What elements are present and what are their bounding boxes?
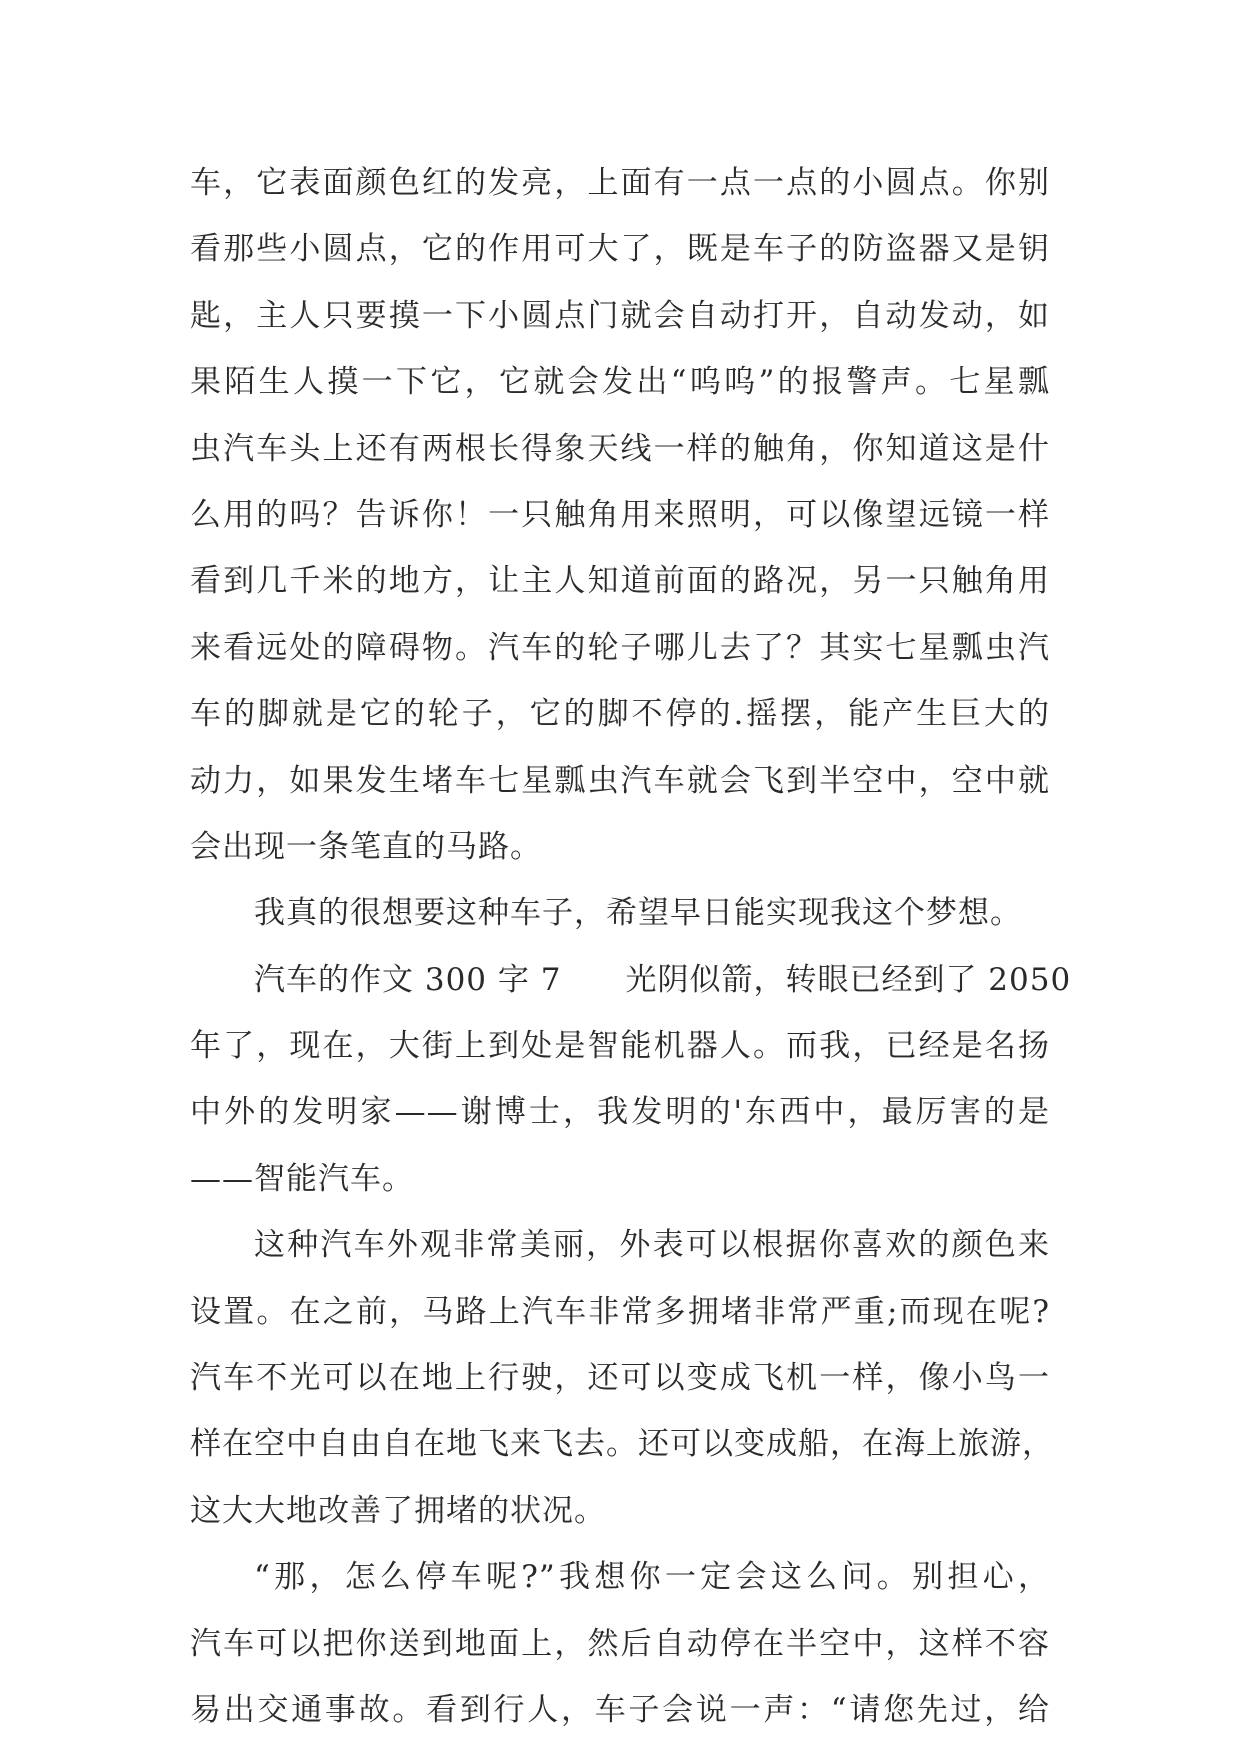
text-line: 汽车的作文 300 字 7 光阴似箭，转眼已经到了 2050 [254,961,1072,998]
document-body [190,150,1072,1743]
text-line: 会出现一条笔直的马路。 [190,828,542,865]
text-line: 看到几千米的地方，让主人知道前面的路况，另一只触角用 [190,563,1050,600]
text-line: 果陌生人摸一下它，它就会发出“呜呜”的报警声。七星瓢 [190,364,1050,401]
text-line: 汽车不光可以在地上行驶，还可以变成飞机一样，像小鸟一 [190,1360,1050,1397]
text-line: 看那些小圆点，它的作用可大了，既是车子的防盗器又是钥 [190,231,1050,268]
text-line: 来看远处的障碍物。汽车的轮子哪儿去了？其实七星瓢虫汽 [190,629,1050,666]
text-line: 中外的发明家——谢博士，我发明的'东西中，最厉害的是 [190,1094,1050,1131]
text-line: 年了，现在，大街上到处是智能机器人。而我，已经是名扬 [190,1028,1050,1065]
text-line: 车，它表面颜色红的发亮，上面有一点一点的小圆点。你别 [190,165,1050,201]
text-line: 样在空中自由自在地飞来飞去。还可以变成船，在海上旅游， [190,1426,1054,1463]
text-line: 易出交通事故。看到行人，车子会说一声：“请您先过，给 [190,1691,1050,1728]
text-line: 这种汽车外观非常美丽，外表可以根据你喜欢的颜色来 [254,1227,1050,1264]
text-line: “那，怎么停车呢?”我想你一定会这么问。别担心， [254,1559,1050,1596]
text-line: ——智能汽车。 [190,1160,414,1197]
text-line: 么用的吗？告诉你！一只触角用来照明，可以像望远镜一样 [190,496,1050,533]
text-line: 虫汽车头上还有两根长得象天线一样的触角，你知道这是什 [190,430,1050,467]
text-line: 这大大地改善了拥堵的状况。 [190,1492,606,1529]
text-line: 动力，如果发生堵车七星瓢虫汽车就会飞到半空中，空中就 [190,762,1050,799]
text-line: 我真的很想要这种车子，希望早日能实现我这个梦想。 [254,895,1022,932]
text-line: 匙，主人只要摸一下小圆点门就会自动打开，自动发动，如 [190,297,1050,334]
text-line: 汽车可以把你送到地面上，然后自动停在半空中，这样不容 [190,1625,1050,1662]
text-line: 设置。在之前，马路上汽车非常多拥堵非常严重;而现在呢? [190,1293,1050,1330]
text-line: 车的脚就是它的轮子，它的脚不停的.摇摆，能产生巨大的 [190,696,1050,733]
